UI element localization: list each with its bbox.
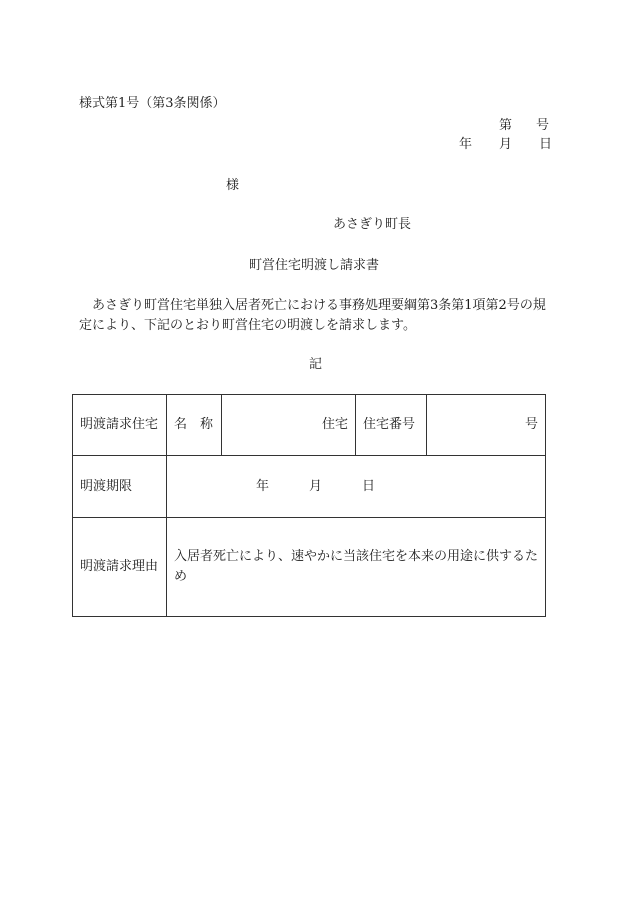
issue-date-day: 日 xyxy=(539,137,553,152)
body-text: あさぎり町営住宅単独入居者死亡における事務処理要綱第3条第1項第2号の規定により、下記のとおり町営住宅の明渡しを請求します。 xyxy=(79,298,546,333)
house-label: 明渡請求住宅 xyxy=(73,395,167,456)
name-label-2: 称 xyxy=(200,417,214,432)
form-number: 様式第1号（第3条関係） xyxy=(79,96,226,111)
reason-label: 明渡請求理由 xyxy=(73,518,167,617)
name-label xyxy=(167,395,222,456)
issue-date-month: 月 xyxy=(499,137,513,152)
table-row-house xyxy=(73,395,546,456)
ki-heading: 記 xyxy=(309,357,323,372)
document-number-suffix: 号 xyxy=(536,118,550,133)
request-table xyxy=(72,394,546,617)
house-number-label: 住宅番号 xyxy=(356,395,427,456)
table-row-reason xyxy=(73,518,546,617)
house-number-field[interactable]: 号 xyxy=(427,395,546,456)
issue-date-year: 年 xyxy=(459,137,473,152)
sender: あさぎり町長 xyxy=(333,217,412,232)
reason-text: 入居者死亡により、速やかに当該住宅を本来の用途に供するため xyxy=(167,518,546,617)
deadline-month: 月 xyxy=(309,478,323,494)
document-title: 町営住宅明渡し請求書 xyxy=(249,258,380,273)
table-row-deadline xyxy=(73,456,546,518)
issue-date xyxy=(459,137,552,153)
document-number xyxy=(499,118,549,134)
name-label-1: 名 xyxy=(174,417,188,432)
deadline-day: 日 xyxy=(362,478,376,494)
deadline-year: 年 xyxy=(256,478,270,494)
addressee-suffix: 様 xyxy=(226,178,240,193)
house-name-field[interactable]: 住宅 xyxy=(222,395,356,456)
deadline-field[interactable] xyxy=(167,456,546,518)
document-number-prefix: 第 xyxy=(499,118,513,133)
deadline-label: 明渡期限 xyxy=(73,456,167,518)
